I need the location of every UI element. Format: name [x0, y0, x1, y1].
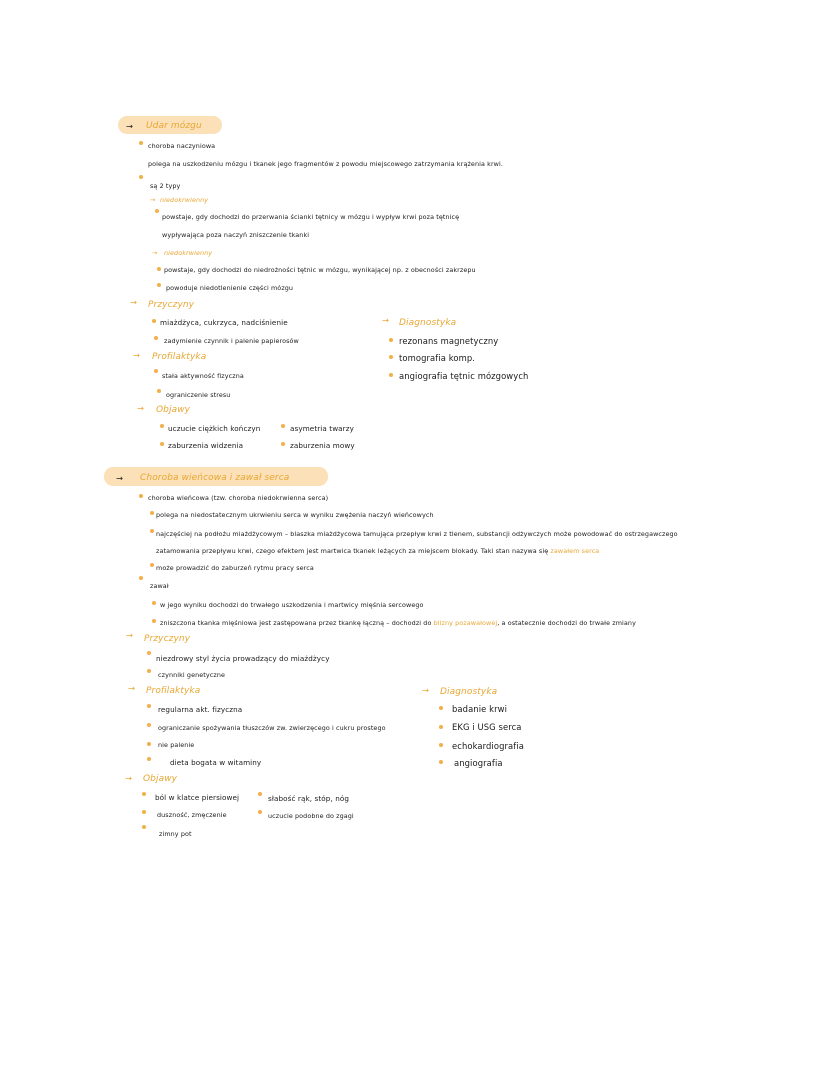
bullet-icon [139, 175, 143, 179]
body-text: ograniczenie stresu [166, 391, 231, 399]
body-text: zimny pot [159, 830, 192, 838]
definition-text-part: zatamowania przepływu krwi, czego efektem jest martwica tkanek leżących za miejscem blokady. Taki stan nazywa się [156, 547, 549, 555]
bullet-icon [389, 338, 393, 342]
subheading: Diagnostyka [399, 318, 457, 328]
bullet-icon [258, 810, 262, 814]
body-text: ograniczanie spożywania tłuszczów zw. zwierzęcego i cukru prostego [158, 724, 386, 732]
bullet-icon [281, 424, 285, 428]
bullet-icon [150, 511, 154, 515]
body-text: uczucie ciężkich kończyn [168, 424, 261, 433]
bullet-icon [157, 389, 161, 393]
body-text: EKG i USG serca [452, 722, 522, 732]
body-text: zaburzenia mowy [290, 441, 355, 450]
body-text: angiografia [454, 758, 503, 768]
bullet-icon [150, 529, 154, 533]
body-text: zadymienie czynnik i palenie papierosów [164, 337, 299, 345]
bullet-icon [147, 742, 151, 746]
body-text: tomografia komp. [399, 353, 476, 363]
bullet-icon [160, 424, 164, 428]
body-text [160, 619, 636, 627]
body-text: rezonans magnetyczny [399, 336, 499, 346]
definition-text [156, 547, 599, 555]
arrow-icon: → [116, 473, 124, 483]
body-text: zaburzenia widzenia [168, 441, 244, 450]
bullet-icon [439, 706, 443, 710]
bullet-icon [139, 494, 143, 498]
bullet-icon [147, 757, 151, 761]
bullet-icon [154, 336, 158, 340]
body-text: angiografia tętnic mózgowych [399, 371, 529, 381]
bullet-icon [147, 669, 151, 673]
arrow-icon: → [125, 773, 133, 783]
bullet-icon [157, 283, 161, 287]
arrow-icon: → [150, 196, 156, 204]
definition-text: choroba naczyniowa [148, 142, 216, 150]
subheading: Przyczyny [148, 300, 195, 310]
body-text: w jego wyniku dochodzi do trwałego uszkodzenia i martwicy mięśnia sercowego [160, 601, 424, 609]
bullet-icon [160, 442, 164, 446]
arrow-icon: → [130, 297, 138, 307]
bullet-icon [389, 373, 393, 377]
body-text: echokardiografia [452, 741, 524, 751]
bullet-icon [147, 723, 151, 727]
bullet-icon [152, 601, 156, 605]
bullet-icon [139, 576, 143, 580]
bullet-icon [142, 825, 146, 829]
bullet-icon [139, 141, 143, 145]
arrow-icon: → [137, 403, 145, 413]
bullet-icon [142, 810, 146, 814]
definition-text: może prowadzić do zaburzeń rytmu pracy serca [156, 564, 314, 572]
body-text: dieta bogata w witaminy [170, 758, 262, 767]
subheading: Objawy [143, 774, 178, 784]
subheading: niedokrwienny [164, 249, 213, 257]
bullet-icon [439, 743, 443, 747]
subheading: Profilaktyka [152, 352, 207, 362]
bullet-icon [439, 725, 443, 729]
arrow-icon: → [152, 249, 158, 257]
accent-term: blizny pozawałowej [433, 619, 498, 627]
body-text: nie palenie [158, 741, 195, 749]
bullet-icon [389, 355, 393, 359]
arrow-icon: → [422, 685, 430, 695]
subheading: Przyczyny [144, 634, 191, 644]
arrow-icon: → [126, 630, 134, 640]
body-text: duszność, zmęczenie [157, 811, 227, 819]
bullet-icon [150, 563, 154, 567]
body-text: czynniki genetyczne [158, 671, 226, 679]
arrow-icon: → [382, 315, 390, 325]
body-text: słabość rąk, stóp, nóg [268, 794, 350, 803]
types-label: są 2 typy [150, 182, 181, 190]
definition-text: polega na niedostatecznym ukrwieniu serca w wyniku zwężenia naczyń wieńcowych [156, 511, 434, 519]
body-text: badanie krwi [452, 704, 508, 714]
body-text: stała aktywność fizyczna [162, 372, 244, 380]
body-text: wypływająca poza naczyń zniszczenie tkanki [162, 231, 310, 239]
arrow-icon: → [126, 121, 134, 131]
body-text-part: zniszczona tkanka mięśniowa jest zastępowana przez tkankę łączną – dochodzi do [160, 619, 432, 627]
bullet-icon [258, 792, 262, 796]
section-title: Udar mózgu [146, 121, 202, 131]
bullet-icon [147, 651, 151, 655]
subheading: Profilaktyka [146, 686, 201, 696]
body-text: miażdżyca, cukrzyca, nadciśnienie [160, 318, 288, 327]
body-text-part: , a ostatecznie dochodzi do trwałe zmiany [497, 619, 636, 627]
arrow-icon: → [128, 683, 136, 693]
bullet-icon [147, 704, 151, 708]
arrow-icon: → [133, 350, 141, 360]
subheading: Objawy [156, 405, 191, 415]
body-text: powoduje niedotlenienie części mózgu [166, 284, 294, 292]
definition-text: choroba wieńcowa (tzw. choroba niedokrwienna serca) [148, 494, 329, 502]
bullet-icon [154, 369, 158, 373]
definition-text: najczęściej na podłożu miażdżycowym – blaszka miażdżycowa tamująca przepływ krwi z tlenem, substancji odżywczych może powodować do ostrzegawczego [156, 530, 678, 538]
bullet-icon [155, 209, 159, 213]
definition-text: polega na uszkodzeniu mózgu i tkanek jego fragmentów z powodu miejscowego zatrzymania krążenia krwi. [148, 160, 504, 168]
body-text: niezdrowy styl życia prowadzący do miażdżycy [156, 654, 330, 663]
bullet-icon [157, 267, 161, 271]
body-text: ból w klatce piersiowej [155, 793, 240, 802]
body-text: powstaje, gdy dochodzi do przerwania ścianki tętnicy w mózgu i wypływ krwi poza tętnicę [162, 213, 460, 221]
body-text: powstaje, gdy dochodzi do niedrożności tętnic w mózgu, wynikającej np. z obecności zakrzepu [164, 266, 476, 274]
accent-term: zawałem serca [550, 547, 600, 555]
body-text: regularna akt. fizyczna [158, 705, 243, 714]
bullet-icon [152, 319, 156, 323]
bullet-icon [152, 619, 156, 623]
bullet-icon [281, 442, 285, 446]
section-title: Choroba wieńcowa i zawał serca [140, 473, 290, 483]
subheading: niedokrwienny [160, 196, 209, 204]
body-text: asymetria twarzy [290, 424, 354, 433]
bullet-icon [142, 792, 146, 796]
body-text: uczucie podobne do zgagi [268, 812, 354, 820]
subheading: Diagnostyka [440, 687, 498, 697]
bullet-icon [439, 760, 443, 764]
infarct-label: zawał [150, 582, 169, 590]
